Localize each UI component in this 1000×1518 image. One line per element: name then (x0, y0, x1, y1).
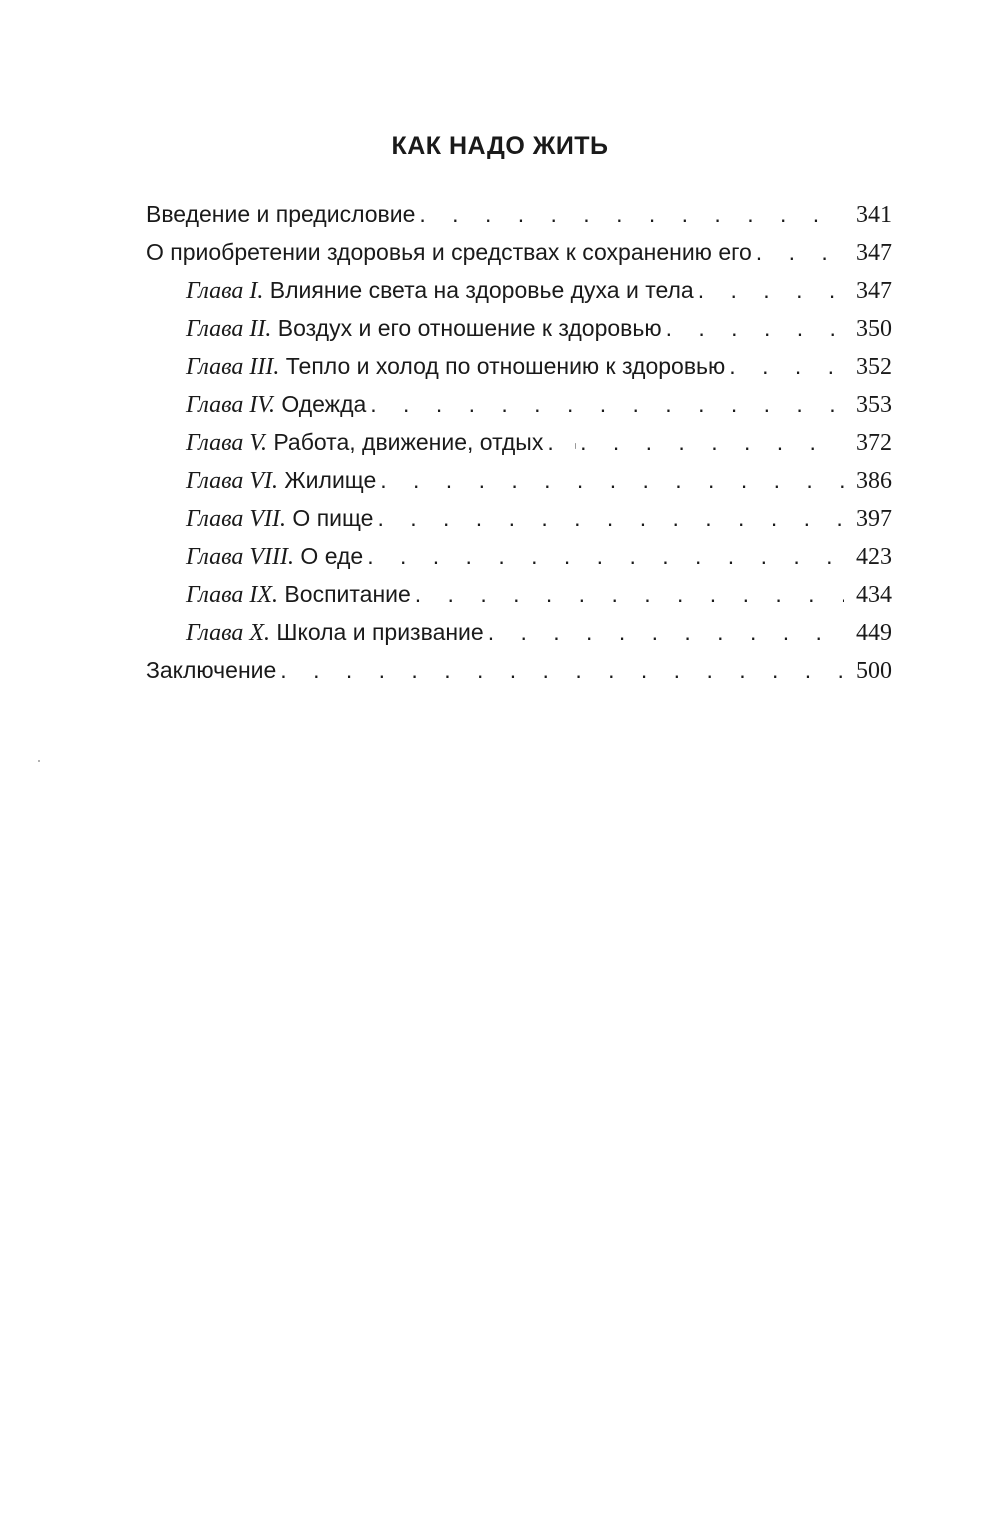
toc-entry-chapter: Глава II. (186, 316, 272, 342)
toc-entry-title: Работа, движение, отдых (266, 429, 544, 455)
toc-entry (146, 271, 892, 309)
toc-entry (146, 651, 892, 689)
toc-entry-title: Воспитание (278, 581, 411, 607)
toc-entry-page: 353 (856, 392, 892, 418)
dot-leader (488, 613, 844, 651)
toc-entry (146, 499, 892, 537)
scan-speck (575, 443, 576, 449)
toc-entry-page: 352 (856, 354, 892, 380)
toc-entry-chapter: Глава X. (186, 620, 271, 646)
toc-entry-title: Тепло и холод по отношению к здоровью (279, 353, 726, 379)
toc-entry-page: 350 (856, 316, 892, 342)
toc-entry-page: 397 (856, 506, 892, 532)
toc-entry-title: Школа и призвание (270, 619, 484, 645)
toc-entry-chapter: Глава VI. (186, 468, 279, 494)
toc-entry-page: 347 (856, 278, 892, 304)
toc-entry (146, 233, 892, 271)
toc-entry-title: О приобретении здоровья и средствах к сохранению его (146, 239, 752, 265)
dot-leader (698, 271, 844, 309)
toc-entry (146, 613, 892, 651)
toc-entry-chapter: Глава I. (186, 278, 264, 304)
dot-leader (756, 233, 844, 271)
toc-entry-title: Введение и предисловие (146, 201, 416, 227)
dot-leader (367, 537, 844, 575)
table-of-contents (146, 195, 892, 689)
toc-entry-page: 347 (856, 240, 892, 266)
toc-entry (146, 309, 892, 347)
toc-entry-page: 500 (856, 658, 892, 684)
scan-speck (38, 760, 40, 762)
dot-leader (419, 195, 844, 233)
toc-entry-page: 341 (856, 202, 892, 228)
toc-entry-chapter: Глава V. (186, 430, 267, 456)
toc-entry-title: Заключение (146, 657, 277, 683)
dot-leader (280, 651, 844, 689)
toc-entry (146, 347, 892, 385)
page-title: КАК НАДО ЖИТЬ (391, 132, 609, 160)
toc-entry-page: 434 (856, 582, 892, 608)
toc-entry (146, 537, 892, 575)
toc-entry-page: 386 (856, 468, 892, 494)
toc-entry-page: 423 (856, 544, 892, 570)
toc-entry (146, 575, 892, 613)
toc-entry-page: 449 (856, 620, 892, 646)
toc-entry-title: О еде (294, 543, 364, 569)
toc-entry (146, 385, 892, 423)
toc-entry-title: Одежда (274, 391, 367, 417)
toc-entry-title: Воздух и его отношение к здоровью (271, 315, 662, 341)
toc-entry-title: О пище (286, 505, 374, 531)
toc-entry-title: Жилище (278, 467, 377, 493)
toc-entry (146, 423, 892, 461)
toc-entry (146, 461, 892, 499)
dot-leader (415, 575, 844, 613)
toc-entry (146, 195, 892, 233)
dot-leader (666, 309, 844, 347)
toc-entry-chapter: Глава VIII. (186, 544, 295, 570)
dot-leader (729, 347, 844, 385)
dot-leader (547, 423, 844, 461)
toc-entry-page: 372 (856, 430, 892, 456)
toc-entry-chapter: Глава III. (186, 354, 280, 380)
toc-entry-chapter: Глава IV. (186, 392, 275, 418)
dot-leader (370, 385, 844, 423)
toc-entry-chapter: Глава IX. (186, 582, 279, 608)
toc-entry-title: Влияние света на здоровье духа и тела (263, 277, 694, 303)
dot-leader (377, 499, 844, 537)
dot-leader (380, 461, 844, 499)
toc-entry-chapter: Глава VII. (186, 506, 287, 532)
